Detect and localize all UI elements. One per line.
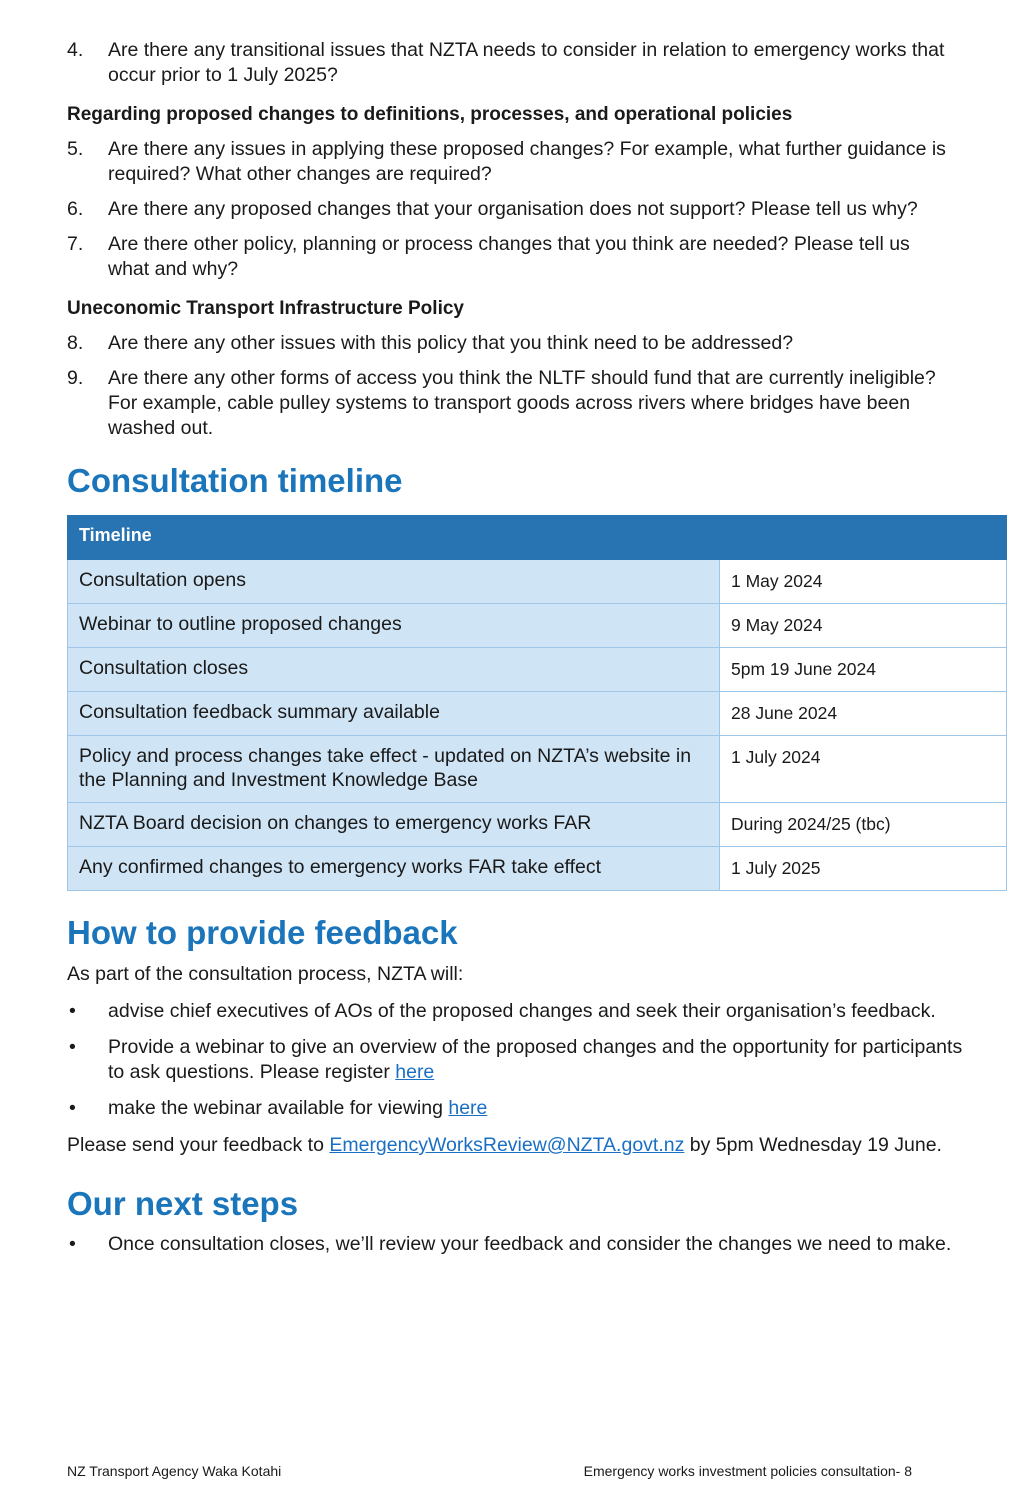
bullet-text: Once consultation closes, we’ll review your feedback and consider the changes we need to make. bbox=[108, 1233, 952, 1255]
table-row bbox=[68, 847, 1007, 891]
table-row bbox=[68, 648, 1007, 692]
question-text: Are there any other issues with this policy that you think need to be addressed? bbox=[108, 332, 794, 354]
view-webinar-link[interactable]: here bbox=[448, 1097, 488, 1119]
question-text: Are there any proposed changes that your organisation does not support? Please tell us why? bbox=[108, 198, 918, 220]
timeline-event: Consultation feedback summary available bbox=[68, 692, 720, 736]
bullet-text: advise chief executives of AOs of the proposed changes and seek their organisation’s feedback. bbox=[108, 1000, 936, 1022]
question-item-9 bbox=[67, 366, 1007, 441]
bullet-icon: • bbox=[69, 1036, 76, 1058]
timeline-event: Consultation closes bbox=[68, 648, 720, 692]
list-item bbox=[67, 1035, 1007, 1085]
question-number: 6. bbox=[67, 198, 84, 220]
table-row bbox=[68, 604, 1007, 648]
list-item bbox=[67, 1096, 1007, 1121]
document-page bbox=[67, 38, 1007, 1268]
bullet-icon: • bbox=[69, 1097, 76, 1119]
question-number: 5. bbox=[67, 138, 84, 160]
timeline-event: Consultation opens bbox=[68, 560, 720, 604]
question-text: Are there other policy, planning or process changes that you think are needed? Please tell us what and why? bbox=[108, 233, 910, 280]
bullet-icon: • bbox=[69, 1233, 76, 1255]
bullet-text: make the webinar available for viewing bbox=[108, 1097, 449, 1119]
timeline-event: Policy and process changes take effect - updated on NZTA’s website in the Planning and Investment Knowledge Base bbox=[68, 736, 720, 803]
timeline-date: 5pm 19 June 2024 bbox=[720, 648, 1007, 692]
timeline-date: 9 May 2024 bbox=[720, 604, 1007, 648]
timeline-event: NZTA Board decision on changes to emergency works FAR bbox=[68, 803, 720, 847]
table-header-cell: Timeline bbox=[68, 516, 1007, 560]
timeline-date: 28 June 2024 bbox=[720, 692, 1007, 736]
bullet-text-container bbox=[108, 1096, 1007, 1121]
section-heading-definitions: Regarding proposed changes to definitions, processes, and operational policies bbox=[67, 104, 793, 125]
table-row bbox=[68, 736, 1007, 803]
timeline-table bbox=[67, 515, 1007, 891]
question-item-8 bbox=[67, 331, 1007, 356]
timeline-date: 1 July 2024 bbox=[720, 736, 1007, 803]
register-webinar-link[interactable]: here bbox=[395, 1061, 435, 1083]
timeline-date: 1 July 2025 bbox=[720, 847, 1007, 891]
question-item-7 bbox=[67, 232, 1007, 282]
heading-next-steps: Our next steps bbox=[67, 1185, 299, 1222]
section-heading-uneconomic: Uneconomic Transport Infrastructure Policy bbox=[67, 298, 464, 319]
timeline-date: During 2024/25 (tbc) bbox=[720, 803, 1007, 847]
question-number: 4. bbox=[67, 39, 84, 61]
question-item-6 bbox=[67, 197, 1007, 222]
table-row bbox=[68, 692, 1007, 736]
timeline-event: Any confirmed changes to emergency works FAR take effect bbox=[68, 847, 720, 891]
question-number: 8. bbox=[67, 332, 84, 354]
heading-provide-feedback: How to provide feedback bbox=[67, 914, 458, 951]
question-number: 9. bbox=[67, 367, 84, 389]
send-suffix: by 5pm Wednesday 19 June. bbox=[684, 1134, 942, 1156]
table-row bbox=[68, 803, 1007, 847]
table-row bbox=[68, 560, 1007, 604]
send-feedback-paragraph bbox=[67, 1132, 1007, 1158]
table-header-row bbox=[68, 516, 1007, 560]
bullet-icon: • bbox=[69, 1000, 76, 1022]
question-text: Are there any transitional issues that NZTA needs to consider in relation to emergency works that occur prior to 1 July 2025? bbox=[108, 39, 945, 86]
bullet-text-container bbox=[108, 1035, 1007, 1085]
footer-page-title: Emergency works investment policies consultation- 8 bbox=[583, 1463, 912, 1479]
list-item bbox=[67, 999, 1007, 1024]
page-footer bbox=[67, 1463, 912, 1479]
question-item-5 bbox=[67, 137, 1007, 187]
send-prefix: Please send your feedback to bbox=[67, 1134, 330, 1156]
heading-consultation-timeline: Consultation timeline bbox=[67, 462, 403, 499]
question-item-4 bbox=[67, 38, 1007, 88]
footer-organisation: NZ Transport Agency Waka Kotahi bbox=[67, 1463, 282, 1479]
feedback-email-link[interactable]: EmergencyWorksReview@NZTA.govt.nz bbox=[329, 1134, 685, 1156]
bullet-text: Provide a webinar to give an overview of the proposed changes and the opportunity for participants to ask questions. Please register bbox=[108, 1036, 963, 1083]
timeline-event: Webinar to outline proposed changes bbox=[68, 604, 720, 648]
question-text: Are there any other forms of access you think the NLTF should fund that are currently ineligible? For example, cable pulley systems to transport goods across rivers where bridges have been washed out. bbox=[108, 367, 936, 439]
list-item bbox=[67, 1232, 1007, 1257]
timeline-date: 1 May 2024 bbox=[720, 560, 1007, 604]
question-number: 7. bbox=[67, 233, 84, 255]
feedback-intro: As part of the consultation process, NZTA will: bbox=[67, 963, 464, 985]
question-text: Are there any issues in applying these proposed changes? For example, what further guidance is required? What other changes are required? bbox=[108, 138, 946, 185]
